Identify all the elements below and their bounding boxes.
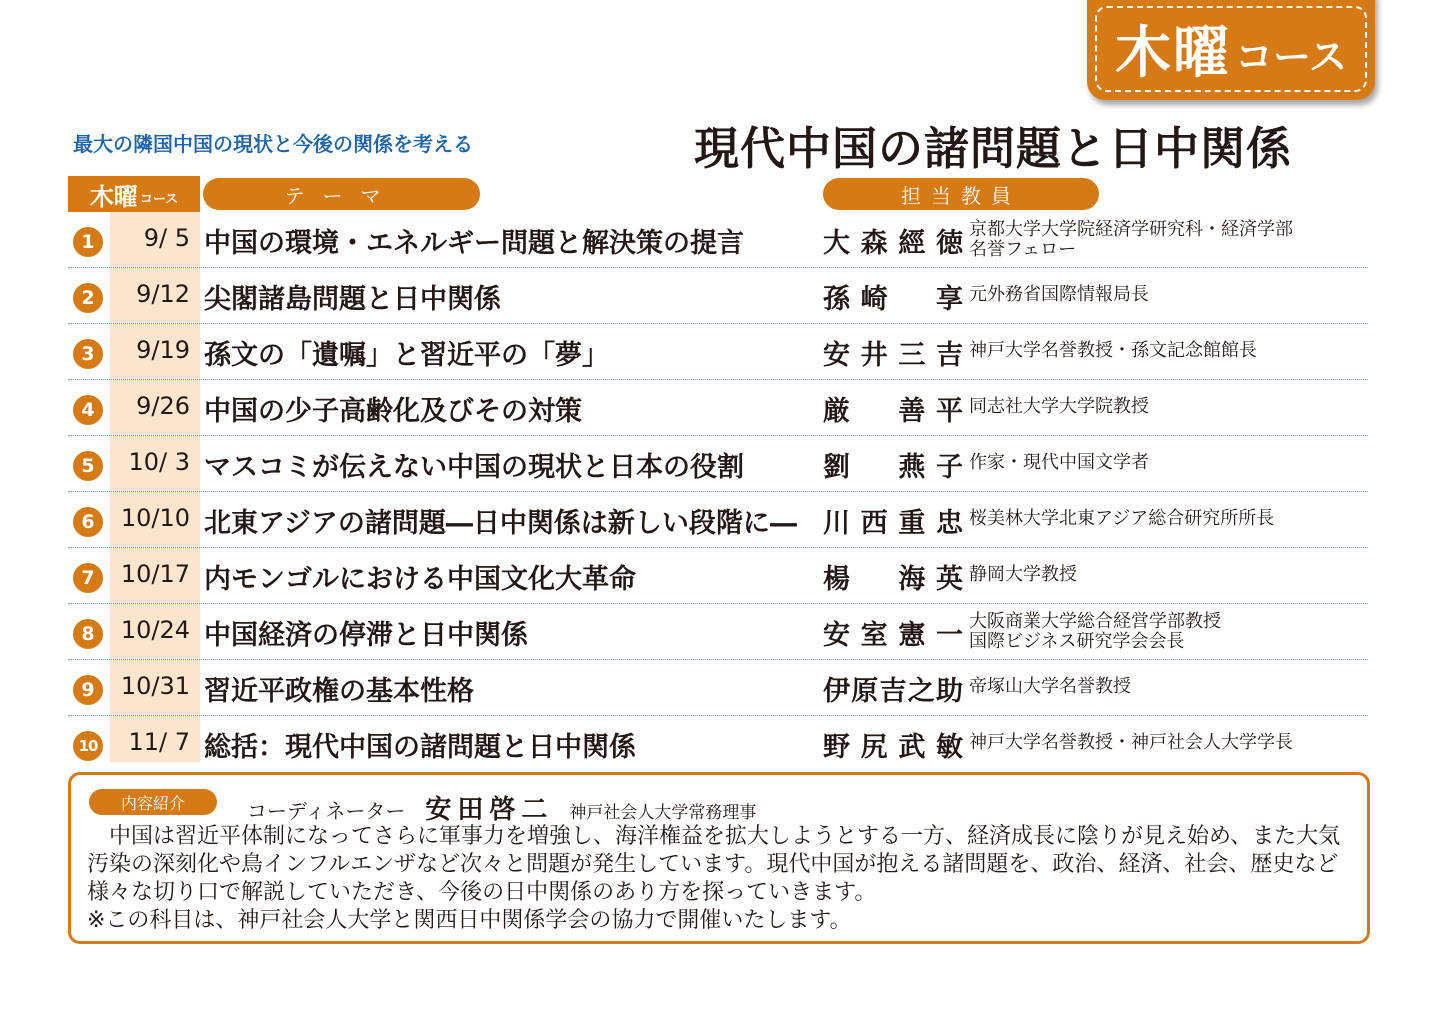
intro-note: ※この科目は、神戸社会人大学と関西日中関係学会の協力で開催いたします。 <box>87 908 852 933</box>
lecture-number-badge: 9 <box>73 675 103 705</box>
page-title: 現代中国の諸問題と日中関係 <box>694 122 1293 175</box>
lecture-number-badge: 5 <box>73 451 103 481</box>
table-row <box>68 604 1368 660</box>
intro-body <box>87 823 1357 935</box>
teacher-affiliation <box>969 677 1369 697</box>
lecture-theme: 総括：現代中国の諸問題と日中関係 <box>204 732 636 763</box>
table-row <box>68 380 1368 436</box>
lecture-theme: 中国の環境・エネルギー問題と解決策の提言 <box>204 228 744 259</box>
affiliation-line: 同志社大学大学院教授 <box>969 396 1149 417</box>
lecture-date: 9/ 5 <box>143 224 190 252</box>
teacher-affiliation <box>969 453 1369 473</box>
affiliation-line: 帝塚山大学名誉教授 <box>969 676 1131 697</box>
lecture-date: 9/26 <box>136 392 190 420</box>
coordinator-label: コーディネーター <box>247 799 406 823</box>
affiliation-line: 桜美林大学北東アジア総合研究所所長 <box>969 508 1275 529</box>
intro-label: 内容紹介 <box>89 789 217 815</box>
lecture-number-badge: 8 <box>73 619 103 649</box>
course-day-tag <box>1087 0 1375 100</box>
affiliation-line: 元外務省国際情報局長 <box>969 284 1149 305</box>
intro-box <box>68 772 1370 944</box>
lecture-date: 10/ 3 <box>128 448 190 476</box>
teacher-affiliation <box>969 565 1369 585</box>
lecture-number-badge: 2 <box>73 283 103 313</box>
lecture-theme: 孫文の「遺嘱」と習近平の「夢」 <box>204 340 609 371</box>
table-row <box>68 436 1368 492</box>
lecture-teacher: 大森經徳 <box>823 228 963 259</box>
lecture-table <box>68 212 1368 771</box>
header-theme: テーマ <box>203 178 480 210</box>
header-corner-course: コース <box>139 191 179 207</box>
lecture-theme: マスコミが伝えない中国の現状と日本の役割 <box>204 452 744 483</box>
lecture-teacher: 劉 燕子 <box>823 452 963 483</box>
lecture-teacher: 野尻武敏 <box>823 732 963 763</box>
lecture-theme: 中国の少子高齢化及びその対策 <box>204 396 582 427</box>
table-row <box>68 268 1368 324</box>
lecture-number-badge: 10 <box>73 731 103 761</box>
teacher-affiliation <box>969 509 1369 529</box>
lecture-theme: 中国経済の停滞と日中関係 <box>204 620 528 651</box>
teacher-affiliation <box>969 285 1369 305</box>
intro-paragraph: 中国は習近平体制になってさらに軍事力を増強し、海洋権益を拡大しようとする一方、経済成長に陰りが見え始め、また大気汚染の深刻化や鳥インフルエンザなど次々と問題が発生しています。現代中国が抱える諸問題を、政治、経済、社会、歴史など様々な切り口で解説していただき、今後の日中関係のあり方を探っていきます。 <box>87 824 1341 905</box>
coordinator-line <box>247 789 756 826</box>
course-day-tag-inner <box>1095 6 1367 92</box>
affiliation-line: 神戸大学名誉教授・神戸社会人大学学長 <box>969 732 1293 753</box>
table-row <box>68 492 1368 548</box>
table-row <box>68 716 1368 771</box>
lecture-date: 10/24 <box>120 616 190 644</box>
lecture-teacher: 安室憲一 <box>823 620 963 651</box>
lecture-teacher: 厳 善平 <box>823 396 963 427</box>
affiliation-line: 名誉フェロー <box>969 239 1077 260</box>
lecture-date: 11/ 7 <box>128 728 190 756</box>
lecture-teacher: 川西重忠 <box>823 508 963 539</box>
lecture-theme: 北東アジアの諸問題―日中関係は新しい段階に― <box>204 508 797 539</box>
affiliation-line: 作家・現代中国文学者 <box>969 452 1149 473</box>
lecture-theme: 尖閣諸島問題と日中関係 <box>204 284 501 315</box>
course-day-label: 木曜 <box>1114 21 1231 86</box>
lecture-teacher: 孫崎 享 <box>823 284 963 315</box>
lecture-date: 9/19 <box>136 336 190 364</box>
affiliation-line: 国際ビジネス研究学会会長 <box>969 631 1185 652</box>
teacher-affiliation <box>969 397 1369 417</box>
header-teacher: 担当教員 <box>823 178 1099 210</box>
affiliation-line: 大阪商業大学総合経営学部教授 <box>969 611 1221 632</box>
lecture-date: 10/31 <box>120 672 190 700</box>
affiliation-line: 静岡大学教授 <box>969 564 1077 585</box>
lecture-number-badge: 3 <box>73 339 103 369</box>
header-corner <box>68 176 200 212</box>
subtitle: 最大の隣国中国の現状と今後の関係を考える <box>73 132 473 156</box>
affiliation-line: 神戸大学名誉教授・孫文記念館館長 <box>969 340 1257 361</box>
teacher-affiliation <box>969 612 1369 652</box>
teacher-affiliation <box>969 341 1369 361</box>
lecture-theme: 内モンゴルにおける中国文化大革命 <box>204 564 636 595</box>
course-suffix-label: コース <box>1234 34 1348 79</box>
header-corner-day: 木曜 <box>89 182 138 211</box>
affiliation-line: 京都大学大学院経済学研究科・経済学部 <box>969 219 1293 240</box>
teacher-affiliation <box>969 220 1369 260</box>
lecture-teacher: 楊 海英 <box>823 564 963 595</box>
lecture-number-badge: 7 <box>73 563 103 593</box>
lecture-teacher: 安井三吉 <box>823 340 963 371</box>
table-row <box>68 548 1368 604</box>
lecture-number-badge: 4 <box>73 395 103 425</box>
lecture-number-badge: 6 <box>73 507 103 537</box>
table-row <box>68 212 1368 268</box>
lecture-date: 10/17 <box>120 560 190 588</box>
table-row <box>68 660 1368 716</box>
teacher-affiliation <box>969 733 1369 753</box>
coordinator-affiliation: 神戸社会人大学常務理事 <box>569 803 757 823</box>
table-row <box>68 324 1368 380</box>
lecture-theme: 習近平政権の基本性格 <box>204 676 474 707</box>
lecture-date: 9/12 <box>136 280 190 308</box>
lecture-teacher: 伊原吉之助 <box>823 676 963 707</box>
coordinator-name: 安田啓二 <box>425 795 554 825</box>
lecture-number-badge: 1 <box>73 227 103 257</box>
lecture-date: 10/10 <box>120 504 190 532</box>
